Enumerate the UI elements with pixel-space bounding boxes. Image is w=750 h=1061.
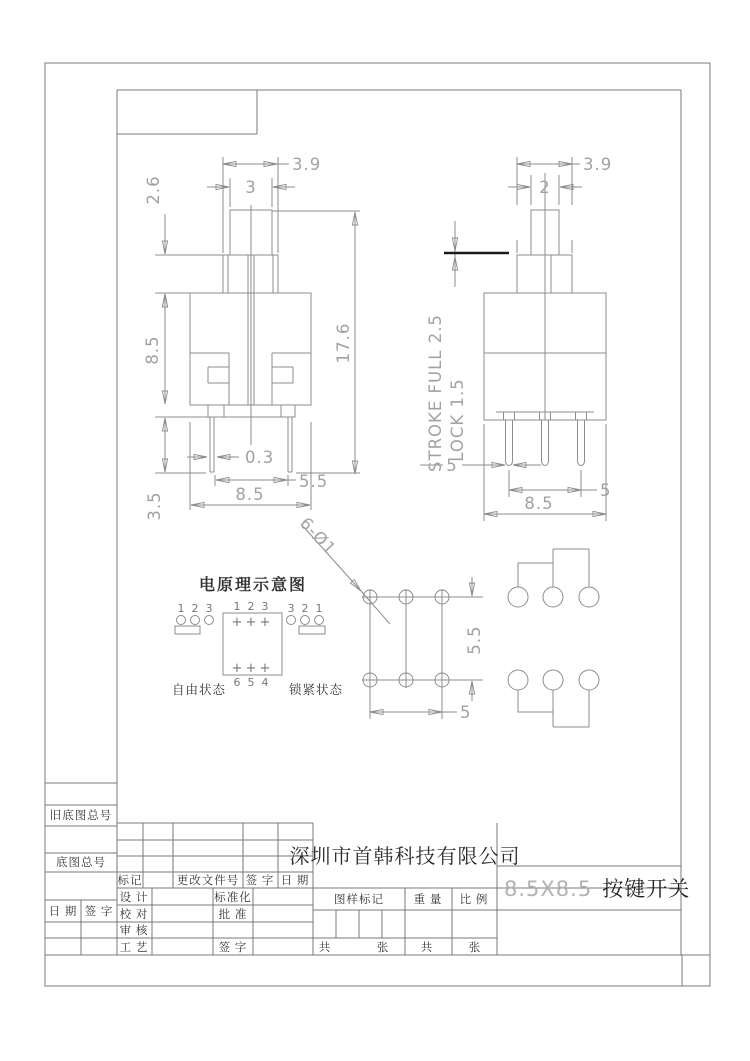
contact-mark: + xyxy=(231,661,243,676)
product-title xyxy=(504,877,690,901)
lock-state-label: 锁紧状态 xyxy=(289,683,344,697)
sv-dim-pin: 5 xyxy=(446,456,458,475)
pin-number: 1 xyxy=(315,602,323,615)
design-label: 设 计 xyxy=(119,892,149,904)
product-model: 8.5X8.5 xyxy=(504,877,593,901)
sv-lock-note: LOCK 1.5 xyxy=(448,378,467,462)
fv-dim-flange: 2.6 xyxy=(144,175,163,205)
sv-dim-cap: 2 xyxy=(539,178,551,197)
fv-dim-cap: 3 xyxy=(245,178,257,197)
pin-number: 2 xyxy=(191,602,199,615)
pin-number: 2 xyxy=(247,600,255,613)
fv-dim-body: 8.5 xyxy=(143,335,162,365)
pin-number: 2 xyxy=(301,602,309,615)
pcb-dim-col-pitch: 5 xyxy=(460,703,472,722)
circuit-schematic xyxy=(172,575,343,697)
pcb-hole-callout: 6-Ø1 xyxy=(296,513,340,559)
approve-label: 批 准 xyxy=(218,909,248,921)
sv-dim-cap-outer: 3.9 xyxy=(583,155,613,174)
free-state-label: 自由状态 xyxy=(172,683,227,697)
drawing-mark-label: 图样标记 xyxy=(334,894,384,906)
sheet-label: 张 xyxy=(376,942,390,954)
sign-label: 签 字 xyxy=(245,875,275,887)
product-name: 按键开关 xyxy=(602,877,691,901)
date-label: 日 期 xyxy=(48,906,78,918)
pin-number: 3 xyxy=(287,602,295,615)
front-view xyxy=(143,155,360,521)
sign-label: 签 字 xyxy=(218,942,248,954)
pcb-dim-row-pitch: 5.5 xyxy=(465,625,484,655)
pin-number: 4 xyxy=(261,676,269,689)
total-label: 共 xyxy=(420,942,434,954)
change-doc-label: 更改文件号 xyxy=(176,875,240,887)
pin-number: 6 xyxy=(233,676,241,689)
fv-dim-pin: 0.3 xyxy=(245,448,275,467)
old-base-no-label: 旧底图总号 xyxy=(49,810,113,822)
contact-mark: + xyxy=(259,615,271,630)
standardize-label: 标准化 xyxy=(214,892,252,904)
date-label: 日 期 xyxy=(280,875,310,887)
fv-dim-total: 17.6 xyxy=(334,322,353,364)
pin-number: 1 xyxy=(177,602,185,615)
contact-mark: + xyxy=(245,615,257,630)
company-name: 深圳市首韩科技有限公司 xyxy=(289,846,521,868)
fv-dim-span: 5.5 xyxy=(299,472,329,491)
audit-label: 审 核 xyxy=(119,925,149,937)
base-no-label: 底图总号 xyxy=(56,857,106,869)
title-block xyxy=(45,783,710,986)
scale-label: 比 例 xyxy=(459,894,489,906)
process-label: 工 艺 xyxy=(119,942,149,954)
pin-number: 1 xyxy=(233,600,241,613)
contact-mark: + xyxy=(245,661,257,676)
sheet-label: 张 xyxy=(468,942,482,954)
pin-number: 3 xyxy=(205,602,213,615)
check-label: 校 对 xyxy=(119,909,149,921)
total-label: 共 xyxy=(318,942,332,954)
pin-number: 5 xyxy=(247,676,255,689)
schematic-title: 电原理示意图 xyxy=(199,577,308,594)
weight-label: 重 量 xyxy=(413,894,443,906)
sv-dim-pitch: 5 xyxy=(600,481,612,500)
sv-dim-width: 8.5 xyxy=(524,494,554,513)
mark-label: 标记 xyxy=(117,875,143,887)
contact-mark: + xyxy=(259,661,271,676)
contact-mark: + xyxy=(231,615,243,630)
fv-dim-width: 8.5 xyxy=(235,485,265,504)
sv-stroke-note: STROKE FULL 2.5 xyxy=(426,314,445,472)
terminal-wiring-view xyxy=(508,549,599,727)
fv-dim-pinlen: 3.5 xyxy=(145,491,164,521)
pin-number: 3 xyxy=(261,600,269,613)
fv-dim-cap-outer: 3.9 xyxy=(292,155,322,174)
side-view xyxy=(420,155,612,521)
sign-label: 签 字 xyxy=(84,906,114,918)
